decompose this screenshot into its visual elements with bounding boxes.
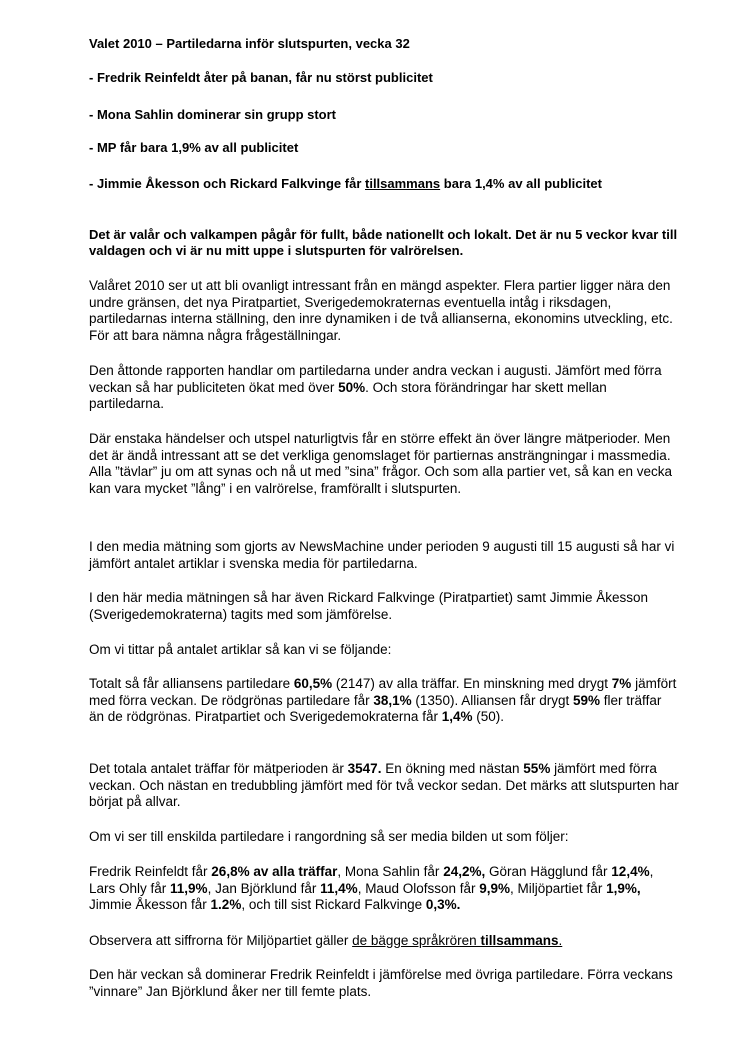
- paragraph-intro: Valåret 2010 ser ut att bli ovanligt intressant från en mängd aspekter. Flera partier ligger nära den undre gränsen, det nya Piratpartiet, Sverigedemokraternas eventuella intåg i riksdagen, partiledarnas interna ställning, den inre dynamiken i de två allianserna, ekonomins utveckling, etc. För att bara nämna några frågeställningar.: [89, 278, 673, 343]
- text: (50).: [472, 709, 504, 725]
- highlight: 26,8% av alla träffar: [211, 864, 338, 879]
- text: (1350). Alliansen får drygt: [411, 692, 574, 708]
- text: (2147) av alla träffar. En minskning med drygt: [332, 676, 612, 691]
- text: jämfört med förra veckan. De rödgrönas partiledare får: [89, 676, 677, 708]
- text: , Maud Olofsson får: [357, 880, 480, 896]
- highlight: 59%: [573, 692, 601, 708]
- highlight: 60,5%: [293, 676, 333, 691]
- highlight: 0,3%.: [425, 897, 461, 913]
- text: Fredrik Reinfeldt får: [89, 864, 212, 879]
- bullet-akesson-falkvinge: [89, 176, 679, 192]
- bullet-text: bara 1,4% av all publicitet: [440, 176, 602, 191]
- highlight: 1,9%,: [606, 880, 641, 896]
- highlight: 3547.: [347, 761, 382, 776]
- underlined-text: .: [558, 933, 563, 948]
- paragraph-events: Där enstaka händelser och utspel naturligtvis får en större effekt än över längre mätperioder. Men det är ändå intressant att se det verkliga genomslaget för partiernas ansträngningar i massmedia. Alla ”tävlar” ju om att synas och nå ut med ”sina” frågor. Och som alla partier vet, så kan en vecka kan vara mycket ”lång” i en valrörelse, framförallt i slutspurten.: [89, 431, 673, 496]
- paragraph-note: [89, 933, 679, 950]
- underlined-text: de bägge språkrören: [352, 933, 481, 948]
- text: , och till sist Rickard Falkvinge: [241, 897, 426, 913]
- bullet-sahlin: - Mona Sahlin dominerar sin grupp stort: [89, 107, 337, 122]
- highlight: 11,9%: [170, 880, 208, 896]
- paragraph-total-hits: [89, 761, 679, 811]
- text: Jimmie Åkesson får: [89, 897, 211, 913]
- text: Göran Hägglund får: [485, 864, 612, 879]
- text: Det totala antalet träffar för mätperioden är: [89, 761, 348, 776]
- lead-paragraph: Det är valår och valkampen pågår för fullt, både nationellt och lokalt. Det är nu 5 veckor kvar till valdagen och vi är nu mitt uppe i slutspurten för valrörelsen.: [89, 227, 678, 258]
- text: Observera att siffrorna för Miljöpartiet gäller: [89, 933, 353, 948]
- bullet-underlined: tillsammans: [365, 176, 441, 191]
- paragraph-ranking-intro: Om vi ser till enskilda partiledare i rangordning så ser media bilden ut som följer:: [89, 829, 569, 844]
- text: Den åttonde rapporten handlar om partiledarna under andra veckan i augusti. Jämfört med förra veckan så har publiciteten ökat med över: [89, 363, 662, 395]
- highlight: 1.2%: [210, 897, 242, 913]
- highlight: 11,4%: [320, 880, 358, 896]
- document-title: Valet 2010 – Partiledarna inför slutspurten, vecka 32: [89, 36, 410, 51]
- paragraph-totals: [89, 676, 679, 726]
- text: jämfört med förra veckan. Och nästan en tredubbling jämfört med för två veckor sedan. Det märks att slutspurten har börjat på allvar.: [89, 761, 679, 810]
- paragraph-comparison: I den här media mätningen så har även Rickard Falkvinge (Piratpartiet) samt Jimmie Åkesson (Sverigedemokraterna) tagits med som jämförelse.: [89, 590, 648, 622]
- text: , Jan Björklund får: [207, 880, 321, 896]
- highlight: 9,9%: [479, 880, 511, 896]
- text: , Mona Sahlin får: [337, 864, 444, 879]
- paragraph-ranking: [89, 864, 679, 914]
- text: fler träffar än de rödgrönas. Piratpartiet och Sverigedemokraterna får: [89, 692, 662, 725]
- highlight: 7%: [611, 676, 632, 691]
- bullet-text: - Jimmie Åkesson och Rickard Falkvinge får: [89, 176, 365, 191]
- text: . Och stora förändringar har skett mellan partiledarna.: [89, 379, 607, 412]
- bullet-reinfeldt: - Fredrik Reinfeldt åter på banan, får nu störst publicitet: [89, 70, 433, 85]
- paragraph-report: [89, 363, 679, 413]
- highlight: 55%: [523, 761, 551, 776]
- text: , Lars Ohly får: [89, 864, 654, 896]
- highlight: 1,4%: [441, 709, 473, 725]
- highlight: 12,4%: [611, 864, 650, 879]
- paragraph-lead-in: Om vi tittar på antalet artiklar så kan vi se följande:: [89, 642, 392, 657]
- paragraph-conclusion: Den här veckan så dominerar Fredrik Reinfeldt i jämförelse med övriga partiledare. Förra veckans ”vinnare” Jan Björklund åker ner till femte plats.: [89, 967, 673, 999]
- paragraph-measurement: I den media mätning som gjorts av NewsMachine under perioden 9 augusti till 15 augusti så har vi jämfört antalet artiklar i svenska media för partiledarna.: [89, 539, 675, 571]
- highlight: 50%: [338, 379, 366, 395]
- underlined-highlight: tillsammans: [480, 933, 559, 948]
- text: En ökning med nästan: [381, 761, 524, 776]
- highlight: 38,1%: [373, 692, 412, 708]
- text: , Miljöpartiet får: [510, 880, 607, 896]
- highlight: 24,2%,: [443, 864, 486, 879]
- text: Totalt så får alliansens partiledare: [89, 676, 294, 691]
- bullet-mp: - MP får bara 1,9% av all publicitet: [89, 140, 299, 155]
